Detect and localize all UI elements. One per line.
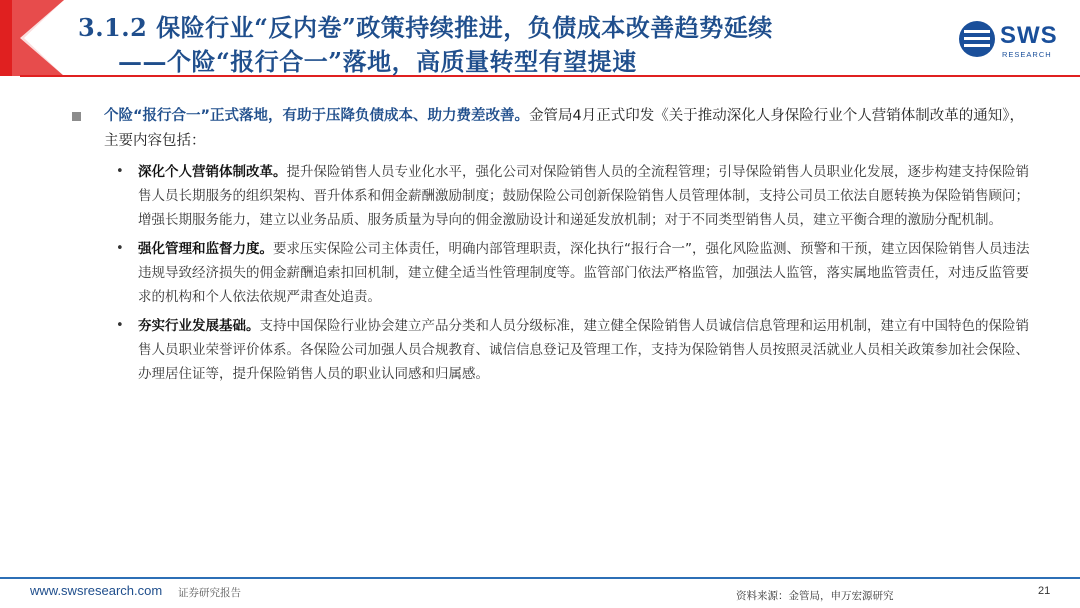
list-item [72, 237, 1032, 309]
footer-source: 资料来源：金管局，申万宏源研究 [736, 590, 894, 602]
item-heading: 夯实行业发展基础。 [138, 318, 260, 334]
footer-category: 证券研究报告 [178, 587, 241, 599]
square-bullet-icon [72, 112, 81, 121]
logo-sub: RESEARCH [1002, 50, 1052, 59]
slide-header [0, 0, 1080, 80]
bullet-list [72, 160, 1032, 386]
footer-website-link[interactable]: www.swsresearch.com [30, 583, 163, 598]
lead-text: 金管局4月正式印发《关于推动深化人身保险行业个人营销体制改革的通知》，主要内容包括： [104, 108, 1025, 149]
bullet-dot-icon: • [116, 241, 124, 256]
item-text: 要求压实保险公司主体责任，明确内部管理职责，深化执行“报行合一”，强化风险监测、预警和干预，建立因保险销售人员违法违规导致经济损失的佣金薪酬追索扣回机制，建立健全适当性管理制度等。监管部门依法严格监管，加强法人监管，落实属地监管责任，对违反监管要求的机构和个人依法依规严肃查处追责。 [138, 241, 1030, 305]
item-text: 支持中国保险行业协会建立产品分类和人员分级标准，建立健全保险销售人员诚信信息管理和运用机制，建立有中国特色的保险销售人员职业荣誉评价体系。各保险公司加强人员合规教育、诚信信息登记及管理工作，支持为保险销售人员按照灵活就业人员相关政策参加社会保险、办理居住证等，提升保险销售人员的职业认同感和归属感。 [138, 318, 1029, 382]
item-text: 提升保险销售人员专业化水平，强化公司对保险销售人员的全流程管理；引导保险销售人员职业化发展，逐步构建支持保险销售人员长期服务的组织架构、晋升体系和佣金薪酬激励制度；鼓励保险公司创新保险销售人员管理体制，支持公司员工依法自愿转换为保险销售顾问；增强长期服务能力，建立以业务品质、服务质量为导向的佣金激励设计和递延发放机制；对于不同类型销售人员，建立平衡合理的激励分配机制。 [138, 164, 1029, 228]
footer-divider [0, 577, 1080, 579]
item-heading: 强化管理和监督力度。 [138, 241, 273, 257]
list-item [72, 160, 1032, 232]
bullet-dot-icon: • [116, 164, 124, 179]
bullet-dot-icon: • [116, 318, 124, 333]
sws-logo [958, 20, 1058, 60]
slide-subtitle: ——个险“报行合一”落地，高质量转型有望提速 [118, 47, 637, 76]
page-number: 21 [1038, 585, 1051, 597]
lead-highlight: 个险“报行合一”正式落地，有助于压降负债成本、助力费差改善。 [104, 108, 530, 124]
item-heading: 深化个人营销体制改革。 [138, 164, 287, 180]
lead-paragraph [72, 104, 1032, 154]
logo-brand: SWS [1000, 22, 1058, 49]
slide-content [72, 104, 1032, 391]
sws-logo-icon [958, 20, 996, 58]
slide-title: 3.1.2 保险行业“反内卷”政策持续推进，负债成本改善趋势延续 [78, 13, 773, 42]
list-item [72, 314, 1032, 386]
